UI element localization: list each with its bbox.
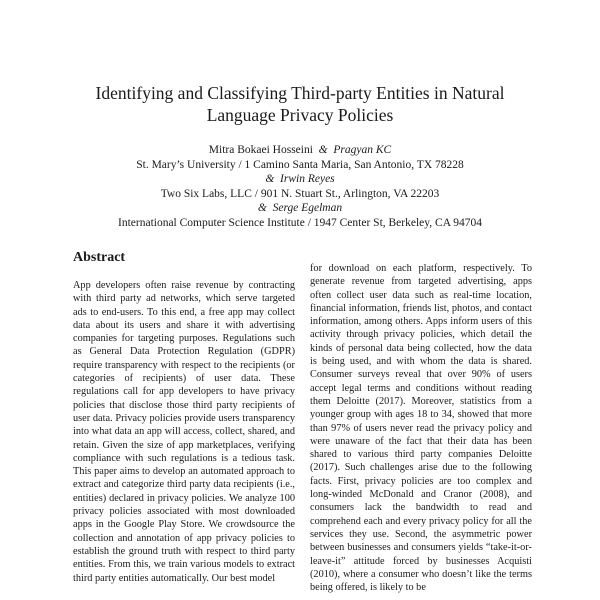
amp-1: & (318, 144, 328, 156)
title-line-2: Language Privacy Policies (206, 105, 394, 125)
affiliation-1: St. Mary’s University / 1 Camino Santa Maria, San Antonio, TX 78228 (136, 158, 464, 171)
abstract-heading: Abstract (73, 250, 126, 265)
amp-2: & (265, 173, 275, 186)
author-line-2 (40, 172, 560, 187)
affiliation-2: Two Six Labs, LLC / 901 N. Stuart St., Arlington, VA 22203 (160, 187, 440, 200)
affiliation-3: International Computer Science Institute / 1947 Center St, Berkeley, CA 94704 (118, 216, 482, 229)
abstract-body: App developers often raise revenue by contracting with third party ad networks, which serve targeted ads to end-users. To this end, a free app may collect data about its users and share it with advertising companies for targeting purposes. Regulations such as General Data Protection Regulation (GDPR) require transparency with respect to the recipients (or categories of recipients) of user data. These regulations call for app developers to have privacy policies that disclose those third party recipients of user data. Privacy policies provide users transparency into what data an app will access, collect, shared, and retain. Given the size of app marketplaces, verifying compliance with such regulations is a tedious task. This paper aims to develop an automated approach to extract and categorize third party data recipients (i.e., entities) declared in privacy policies. We analyze 100 privacy policies associated with most downloaded apps in the Google Play Store. We crowdsource the collection and annotation of app privacy policies to establish the ground truth with respect to third party entities. From this, we train various models to extract third party entities automatically. Our best model (73, 280, 295, 584)
intro-column-text: for download on each platform, respectively. To generate revenue from targeted advertising, apps often collect user data such as real-time location, financial information, friends list, photos, and contact information, among others. Apps inform users of this activity through privacy policies, which detail the kinds of personal data being collected, how the data is being used, and with whom the data is shared. Consumer surveys reveal that over 90% of users accept legal terms and conditions without reading them Deloitte (2017). Moreover, statistics from a younger group with ages 18 to 34, showed that more than 97% of users never read the privacy policy and were unaware of the fact that their data has been shared to various third party companies Deloitte (2017). Such challenges arise due to the following facts. First, privacy policies are too complex and long-winded McDonald and Cranor (2008), and consumers lack the bandwidth to read and comprehend each and every privacy policy for all the services they use. Second, the asymmetric power between businesses and consumers yields “take-it-or-leave-it” attitude forced by businesses Acquisti (2010), where a consumer who doesn’t like the terms being offered, is likely to be (310, 263, 532, 594)
author-name-2: Pragyan KC (333, 144, 392, 156)
author-line-3 (40, 201, 560, 216)
author-name-1: Mitra Bokaei Hosseini (208, 144, 313, 156)
author-line-1 (40, 143, 560, 158)
paper-title (60, 82, 540, 126)
author-block (40, 143, 560, 231)
author-name-4: Serge Egelman (272, 202, 343, 215)
amp-3: & (257, 202, 267, 215)
author-name-3: Irwin Reyes (280, 173, 335, 186)
title-line-1: Identifying and Classifying Third-party Entities in Natural (95, 83, 505, 103)
